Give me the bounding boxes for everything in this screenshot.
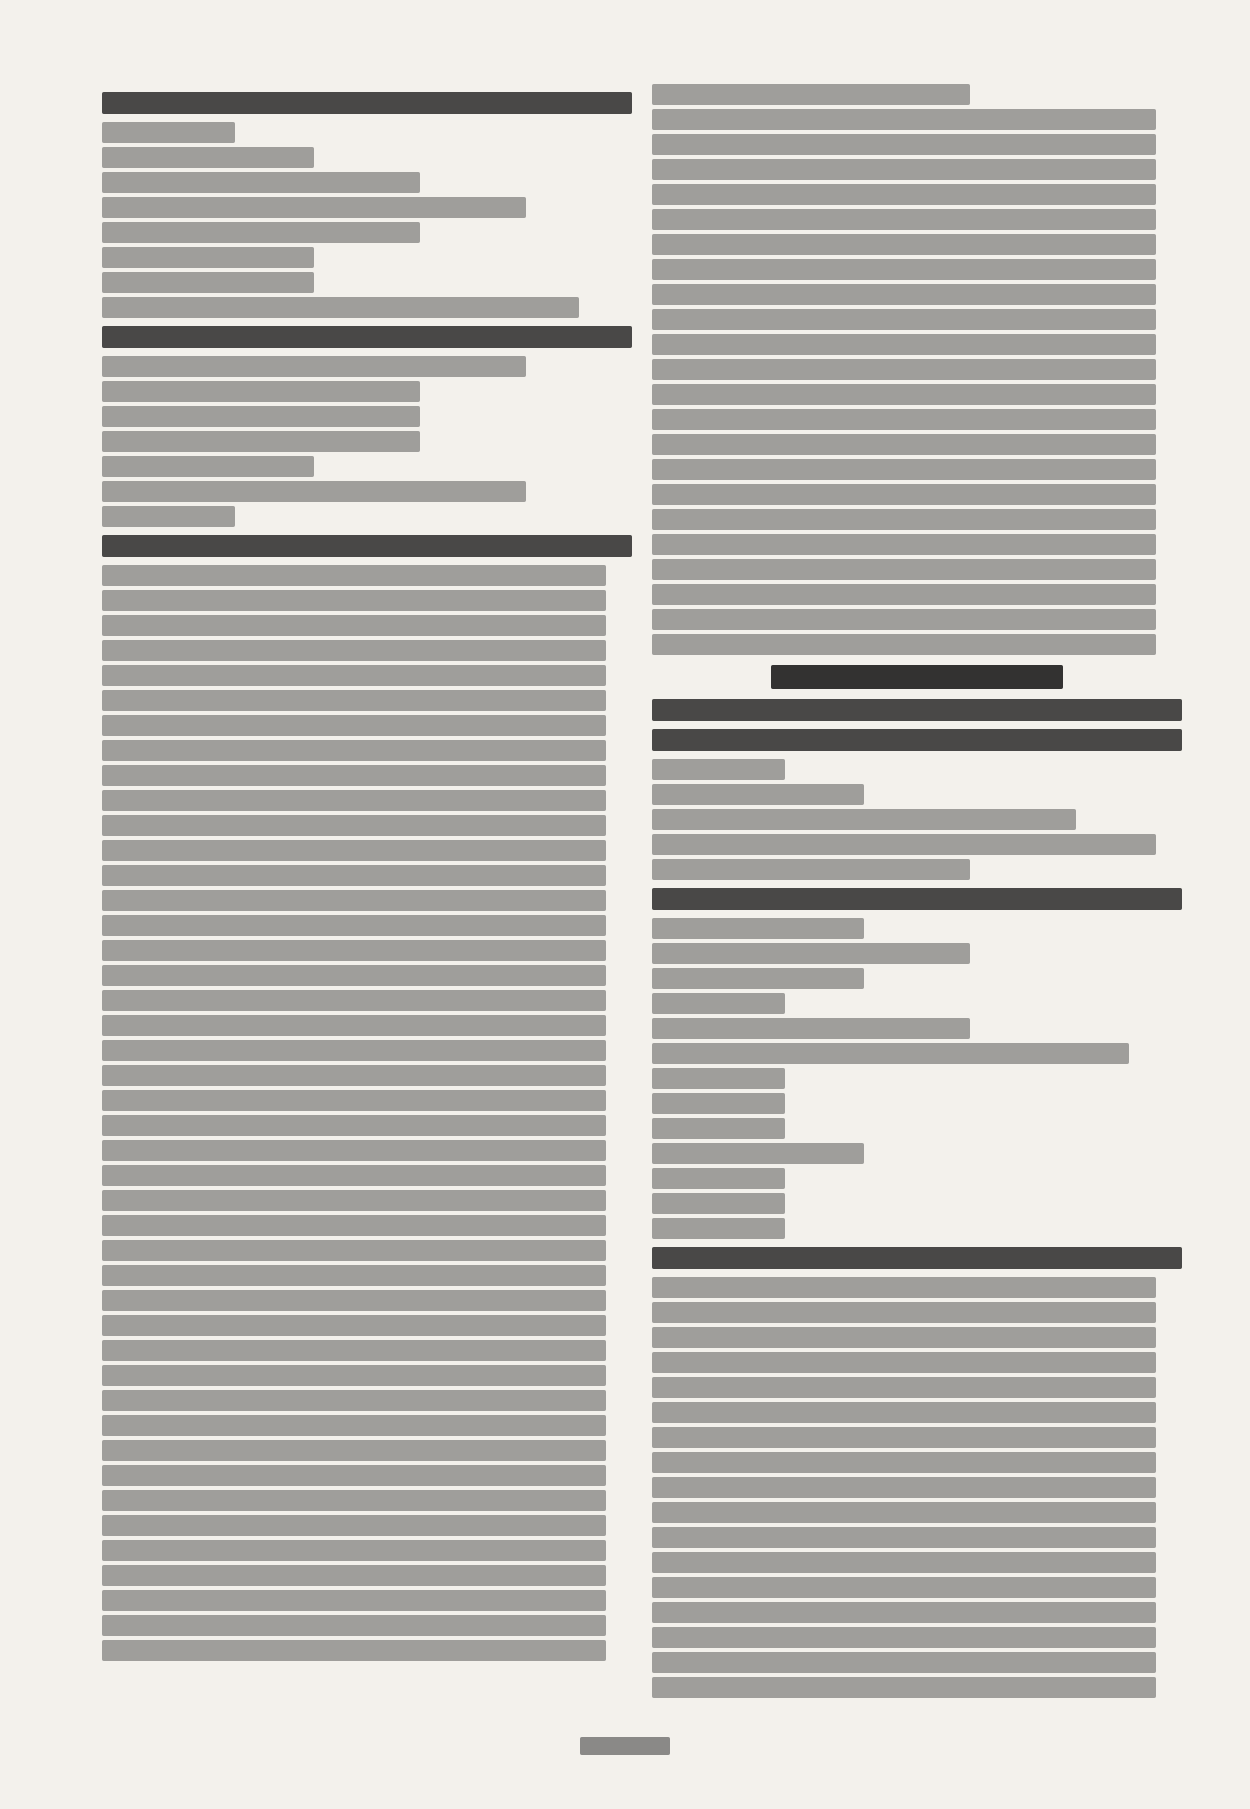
text-line	[102, 1040, 606, 1061]
text-line	[652, 1218, 785, 1239]
text-line	[102, 381, 420, 402]
text-line	[102, 172, 420, 193]
text-line	[102, 481, 526, 502]
text-line	[102, 1490, 606, 1511]
left-column	[102, 84, 632, 1665]
text-line	[102, 615, 606, 636]
text-line	[652, 409, 1156, 430]
text-line	[102, 565, 606, 586]
text-line	[102, 1290, 606, 1311]
text-line	[102, 790, 606, 811]
text-line	[652, 1477, 1156, 1498]
text-line	[652, 943, 970, 964]
text-line	[102, 297, 579, 318]
text-line	[652, 1352, 1156, 1373]
text-line	[102, 456, 314, 477]
text-line	[102, 1240, 606, 1261]
text-line	[652, 584, 1156, 605]
text-line	[652, 1427, 1156, 1448]
text-line	[652, 509, 1156, 530]
section-heading	[652, 888, 1182, 910]
text-line	[102, 1115, 606, 1136]
text-line	[652, 359, 1156, 380]
text-line	[102, 1365, 606, 1386]
text-line	[652, 259, 1156, 280]
text-line	[102, 815, 606, 836]
section-heading	[652, 729, 1182, 751]
text-line	[102, 1615, 606, 1636]
text-line	[652, 1677, 1156, 1698]
text-line	[652, 384, 1156, 405]
text-line	[102, 940, 606, 961]
text-line	[102, 356, 526, 377]
text-line	[102, 1440, 606, 1461]
text-line	[652, 634, 1156, 655]
text-line	[652, 1093, 785, 1114]
text-line	[652, 859, 970, 880]
text-line	[102, 690, 606, 711]
text-line	[102, 915, 606, 936]
text-line	[652, 334, 1156, 355]
text-line	[102, 1340, 606, 1361]
section-heading	[102, 92, 632, 114]
text-line	[652, 1402, 1156, 1423]
text-line	[652, 109, 1156, 130]
text-line	[102, 1315, 606, 1336]
text-line	[652, 918, 864, 939]
text-line	[652, 434, 1156, 455]
text-line	[652, 534, 1156, 555]
text-line	[652, 1068, 785, 1089]
page-number	[0, 1737, 1250, 1759]
text-line	[652, 1377, 1156, 1398]
text-line	[102, 890, 606, 911]
text-line	[652, 459, 1156, 480]
text-line	[102, 431, 420, 452]
text-line	[652, 1193, 785, 1214]
right-column	[652, 84, 1182, 1702]
text-line	[102, 765, 606, 786]
text-line	[652, 284, 1156, 305]
text-line	[652, 1552, 1156, 1573]
text-line	[652, 1327, 1156, 1348]
text-line	[652, 1527, 1156, 1548]
text-line	[652, 484, 1156, 505]
text-line	[652, 1043, 1129, 1064]
text-line	[652, 234, 1156, 255]
text-line	[102, 406, 420, 427]
text-line	[102, 740, 606, 761]
text-line	[652, 1302, 1156, 1323]
text-line	[652, 1452, 1156, 1473]
text-line	[102, 990, 606, 1011]
text-line	[102, 122, 235, 143]
text-line	[652, 1018, 970, 1039]
text-line	[652, 993, 785, 1014]
text-line	[652, 1577, 1156, 1598]
text-line	[102, 1590, 606, 1611]
text-line	[652, 134, 1156, 155]
text-line	[652, 1118, 785, 1139]
text-line	[102, 1140, 606, 1161]
unit-title	[771, 665, 1063, 689]
text-line	[652, 968, 864, 989]
text-line	[102, 1540, 606, 1561]
text-line	[102, 1265, 606, 1286]
section-heading	[652, 699, 1182, 721]
text-line	[652, 1277, 1156, 1298]
text-line	[102, 1415, 606, 1436]
text-line	[652, 84, 970, 105]
text-line	[102, 1640, 606, 1661]
text-line	[102, 197, 526, 218]
text-line	[102, 147, 314, 168]
text-line	[102, 247, 314, 268]
text-line	[652, 1168, 785, 1189]
text-line	[652, 1143, 864, 1164]
text-line	[652, 784, 864, 805]
text-line	[652, 809, 1076, 830]
text-line	[102, 1465, 606, 1486]
text-line	[102, 665, 606, 686]
text-line	[652, 1652, 1156, 1673]
text-line	[102, 1565, 606, 1586]
text-line	[102, 1015, 606, 1036]
section-heading	[102, 326, 632, 348]
text-line	[652, 309, 1156, 330]
text-line	[102, 865, 606, 886]
text-line	[102, 965, 606, 986]
text-line	[652, 559, 1156, 580]
text-line	[652, 184, 1156, 205]
text-line	[102, 222, 420, 243]
text-line	[652, 759, 785, 780]
text-line	[102, 1165, 606, 1186]
text-line	[102, 1190, 606, 1211]
text-line	[102, 1515, 606, 1536]
section-heading	[652, 1247, 1182, 1269]
text-line	[102, 715, 606, 736]
text-line	[102, 1065, 606, 1086]
text-line	[652, 1627, 1156, 1648]
text-line	[102, 1090, 606, 1111]
text-line	[652, 834, 1156, 855]
text-line	[102, 272, 314, 293]
text-line	[102, 1390, 606, 1411]
text-line	[652, 209, 1156, 230]
text-line	[652, 1502, 1156, 1523]
text-line	[652, 609, 1156, 630]
text-line	[102, 1215, 606, 1236]
text-line	[652, 1602, 1156, 1623]
text-line	[102, 590, 606, 611]
text-line	[102, 840, 606, 861]
text-line	[652, 159, 1156, 180]
text-line	[102, 506, 235, 527]
section-heading	[102, 535, 632, 557]
text-line	[102, 640, 606, 661]
